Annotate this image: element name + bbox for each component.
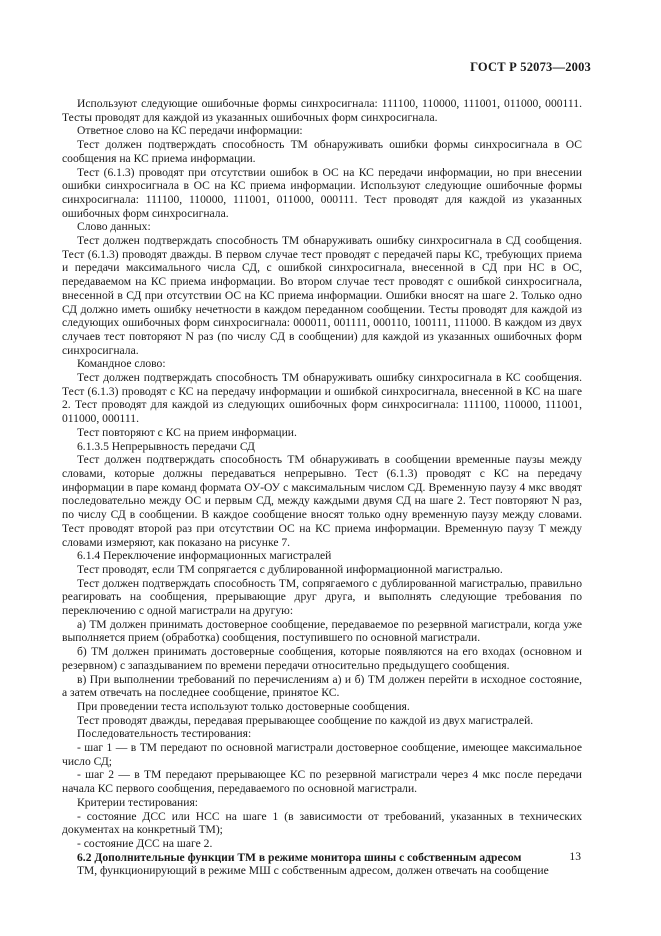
paragraph: Тест должен подтверждать способность ТМ обнаруживать ошибку синхросигнала в КС сообщения. Тест (6.1.3) проводят с КС на передачу информации и ошибкой синхросигнала, внесенной в КС на шаге 2. Тест проводят для каждой из следующих ошибочных форм синхросигнала: 111100, 110000, 111001, 011000, 000111. <box>62 371 582 426</box>
paragraph: ТМ, функционирующий в режиме МШ с собственным адресом, должен отвечать на сообщение <box>77 864 549 878</box>
paragraph: - состояние ДСС или НСС на шаге 1 (в зависимости от требований, указанных в технических документах на конкретный ТМ); <box>62 809 582 837</box>
paragraph: 6.1.3.5 Непрерывность передачи СД <box>77 439 255 453</box>
paragraph: Тест должен подтверждать способность ТМ обнаруживать в сообщении временные паузы между словами, которые должны передаваться непрерывно. Тест (6.1.3) проводят с КС на передачу информации в паре команд формата ОУ-ОУ с максимальным числом СД. Временную паузу 4 мкс вводят последовательно между ОС и первым СД, между каждыми двумя СД на шаге 2. Тест повторяют N раз, по числу СД в сообщении. В каждое сообщение вносят только одну временную паузу между словами. Тест проводят второй раз при отсутствии ОС на КС приема информации. Временную паузу T между словами измеряют, как показано на рисунке 7. <box>62 453 582 549</box>
paragraph: Слово данных: <box>77 220 151 234</box>
paragraph: Тест должен подтверждать способность ТМ, сопрягаемого с дублированной магистралью, правильно реагировать на сообщения, прерывающие друг друга, и выполнять следующие требования по переключению с одной магистрали на другую: <box>62 576 582 618</box>
paragraph: Используют следующие ошибочные формы синхросигнала: 111100, 110000, 111001, 011000, 000111. Тесты проводят для каждой из указанных ошибочных форм синхросигнала. <box>62 97 582 124</box>
paragraph: Тест повторяют с КС на прием информации. <box>77 425 297 439</box>
paragraph: Командное слово: <box>77 357 166 371</box>
paragraph: Тест проводят, если ТМ сопрягается с дублированной информационной магистралью. <box>77 562 503 576</box>
section-heading: 6.2 Дополнительные функции ТМ в режиме монитора шины с собственным адресом <box>77 850 522 864</box>
paragraph: Последовательность тестирования: <box>77 727 252 741</box>
paragraph: Тест проводят дважды, передавая прерывающее сообщение по каждой из двух магистралей. <box>77 713 534 727</box>
paragraph: - шаг 2 — в ТМ передают прерывающее КС по резервной магистрали через 4 мкс после передачи начала КС первого сообщения, передаваемого по основной магистрали. <box>62 768 582 796</box>
paragraph: а) ТМ должен принимать достоверное сообщение, передаваемое по резервной магистрали, когда уже выполняется прием (обработка) сообщения, поступившего по основной магистрали. <box>62 617 582 645</box>
paragraph: б) ТМ должен принимать достоверные сообщения, которые появляются на его входах (основном и резервном) с запаздыванием по времени передачи относительно предыдущего сообщения. <box>62 645 582 672</box>
paragraph: в) При выполнении требований по перечислениям а) и б) ТМ должен перейти в исходное состояние, а затем отвечать на последнее сообщение, принятое КС. <box>62 672 582 700</box>
paragraph: Ответное слово на КС передачи информации: <box>77 124 303 138</box>
paragraph: Тест (6.1.3) проводят при отсутствии ошибок в ОС на КС передачи информации, но при внесении ошибки синхросигнала в ОС на КС приема информации. Используют следующие ошибочные формы синхросигнала: 111100, 110000, 111001, 011000, 000111. Тест проводят для каждой из указанных ошибочных форм синхросигнала. <box>62 165 582 220</box>
paragraph: 6.1.4 Переключение информационных магистралей <box>77 549 332 563</box>
document-body <box>62 97 582 878</box>
standard-header: ГОСТ Р 52073—2003 <box>470 60 591 74</box>
page-number: 13 <box>569 850 581 863</box>
paragraph: - состояние ДСС на шаге 2. <box>77 836 213 850</box>
paragraph: Критерии тестирования: <box>77 795 198 809</box>
paragraph: При проведении теста используют только достоверные сообщения. <box>77 699 410 713</box>
paragraph: Тест должен подтверждать способность ТМ обнаруживать ошибки формы синхросигнала в ОС сообщения на КС приема информации. <box>62 138 582 165</box>
paragraph: Тест должен подтверждать способность ТМ обнаруживать ошибку синхросигнала в СД сообщения. Тест (6.1.3) проводят дважды. В первом случае тест проводят с передачей пары КС, требующих приема и передачи максимального числа СД, с ошибкой синхросигнала, внесенной в СД при НС в ОС, передаваемом на КС приема информации. Во втором случае тест проводят с ошибкой синхросигнала, внесенной в СД при отсутствии ОС на КС приема информации. Ошибки вносят на шаге 2. Только одно СД должно иметь ошибку нечетности в каждом переданном сообщении. Тесты проводят для каждой из следующих ошибочных форм синхросигнала: 000011, 001111, 000110, 100111, 111000. В каждом из двух случаев тест повторяют N раз (по числу СД в сообщении) для каждой из указанных ошибочных форм синхросигнала. <box>62 234 582 357</box>
paragraph: - шаг 1 — в ТМ передают по основной магистрали достоверное сообщение, имеющее максимальное число СД; <box>62 741 582 768</box>
